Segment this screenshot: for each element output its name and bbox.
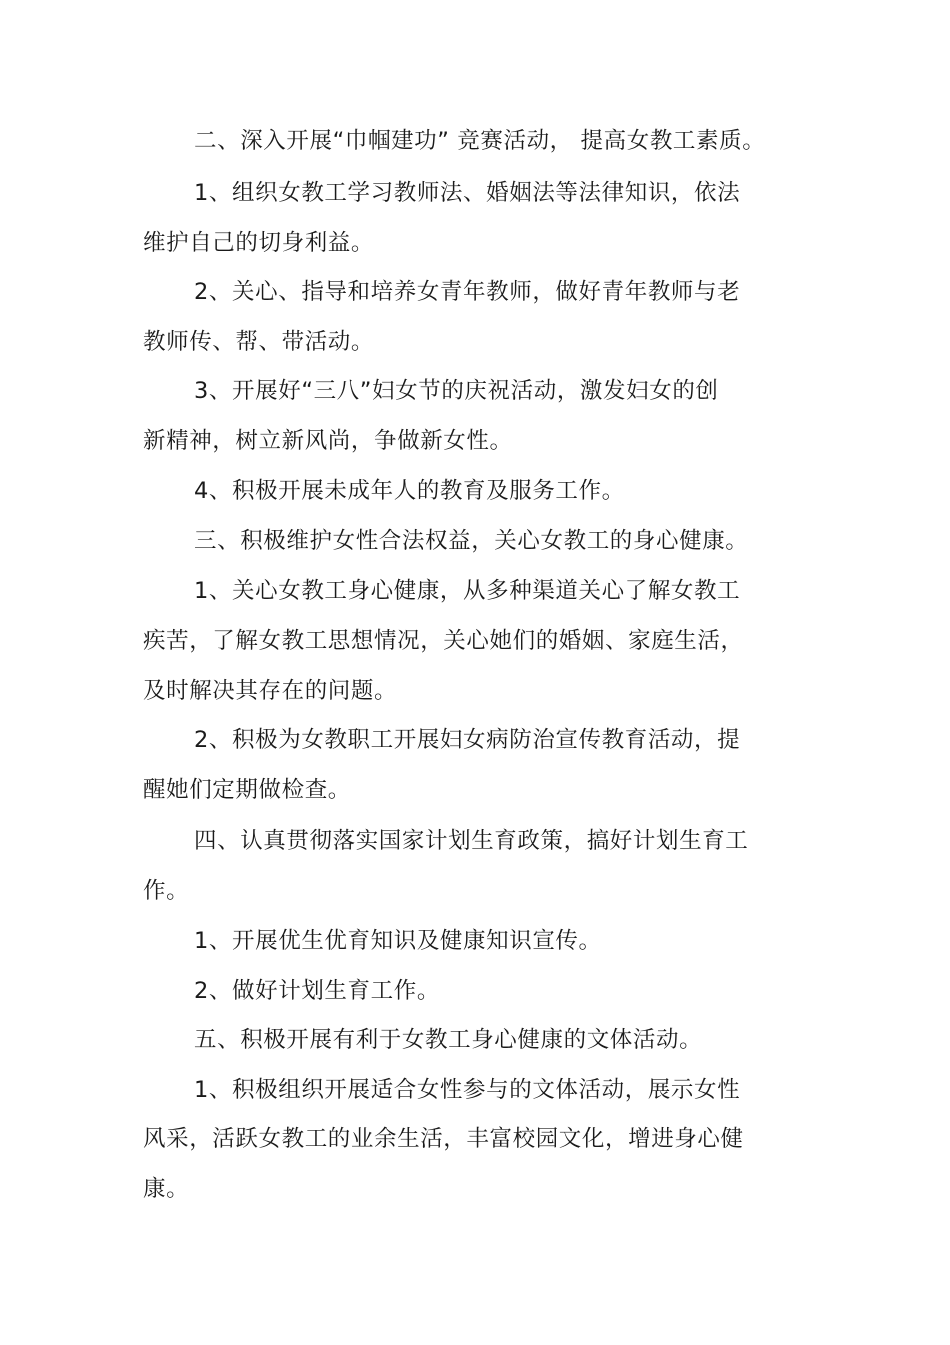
- section-heading-5: 五、积极开展有利于女教工身心健康的文体活动。: [194, 1027, 703, 1053]
- paragraph-line: 疾苦，了解女教工思想情况，关心她们的婚姻、家庭生活，: [143, 628, 744, 654]
- paragraph-line: 维护自己的切身利益。: [143, 230, 375, 256]
- paragraph-line: 新精神，树立新风尚，争做新女性。: [143, 428, 513, 454]
- paragraph-line: 4、积极开展未成年人的教育及服务工作。: [194, 478, 625, 504]
- paragraph-line: 作。: [143, 878, 190, 904]
- section-heading-4: 四、认真贯彻落实国家计划生育政策，搞好计划生育工: [194, 828, 749, 854]
- paragraph-line: 2、积极为女教职工开展妇女病防治宣传教育活动，提: [194, 727, 741, 753]
- paragraph-line: 2、做好计划生育工作。: [194, 978, 440, 1004]
- paragraph-line: 1、积极组织开展适合女性参与的文体活动，展示女性: [194, 1077, 741, 1103]
- section-heading-3: 三、积极维护女性合法权益，关心女教工的身心健康。: [194, 528, 749, 554]
- paragraph-line: 1、开展优生优育知识及健康知识宣传。: [194, 928, 602, 954]
- paragraph-line: 及时解决其存在的问题。: [143, 678, 398, 704]
- paragraph-line: 康。: [143, 1176, 190, 1202]
- paragraph-line: 风采，活跃女教工的业余生活，丰富校园文化，增进身心健: [143, 1126, 744, 1152]
- paragraph-line: 教师传、帮、带活动。: [143, 329, 375, 355]
- paragraph-line: 醒她们定期做检查。: [143, 777, 351, 803]
- paragraph-line: 1、组织女教工学习教师法、婚姻法等法律知识，依法: [194, 180, 741, 206]
- section-heading-2: 二、深入开展“巾帼建功” 竞赛活动， 提高女教工素质。: [194, 128, 766, 154]
- paragraph-line: 1、关心女教工身心健康，从多种渠道关心了解女教工: [194, 578, 741, 604]
- paragraph-line: 3、开展好“三八”妇女节的庆祝活动，激发妇女的创: [194, 378, 719, 404]
- paragraph-line: 2、关心、指导和培养女青年教师，做好青年教师与老: [194, 279, 741, 305]
